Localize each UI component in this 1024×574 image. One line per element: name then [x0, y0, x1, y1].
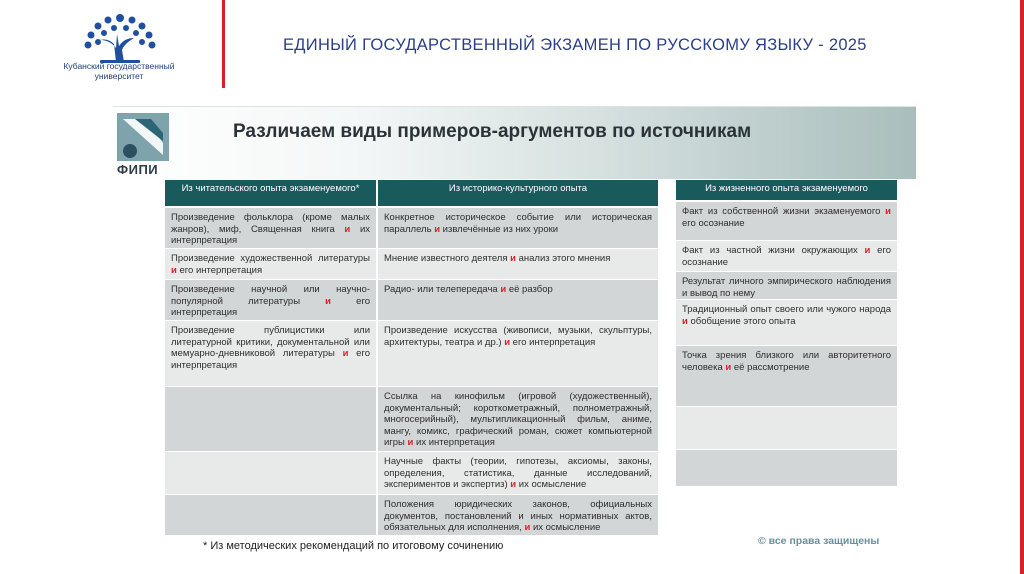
table-cell-empty [165, 387, 376, 451]
table-cell: Произведение художественной литературы и его интерпретация [165, 249, 376, 279]
table-cell: Положения юридических законов, официальных документов, постановлений и иных нормативных актов, обязательных для исполнения, и их осмысление [378, 495, 658, 535]
table-cell: Произведение научной или научно-популярной литературы и его интерпретация [165, 280, 376, 320]
table-cell: Ссылка на кинофильм (игровой (художественный), документальный; короткометражный, полнометражный, многосерийный), мультипликационный фильм, аниме, мангу, комикс, графический роман, сюжет компьютерной игры и их интерпретация [378, 387, 658, 451]
table-cell-empty [165, 452, 376, 494]
table-cell: Традиционный опыт своего или чужого народа и обобщение этого опыта [676, 300, 897, 345]
university-logo-tree-icon [70, 4, 170, 96]
table-cell: Факт из частной жизни окружающих и его осознание [676, 241, 897, 271]
university-name: Кубанский государственный университет [63, 61, 175, 81]
copyright-notice: © все права защищены [758, 535, 880, 547]
table-cell: Произведение искусства (живописи, музыки, скульптуры, архитектуры, театра и др.) и его интерпретация [378, 321, 658, 386]
table-cell: Конкретное историческое событие или историческая параллель и извлечённые из них уроки [378, 208, 658, 248]
table-cell-empty [676, 450, 897, 486]
table-cell: Результат личного эмпирического наблюдения и вывод по нему [676, 272, 897, 299]
table-cell-empty [165, 495, 376, 535]
table-cell-empty [676, 407, 897, 449]
slide-banner [113, 107, 916, 179]
table-cell: Произведение публицистики или литературной критики, документальной или мемуарно-дневниковой литературы и его интерпретация [165, 321, 376, 386]
table-cell: Точка зрения близкого или авторитетного человека и её рассмотрение [676, 346, 897, 406]
fipi-label: ФИПИ [117, 162, 159, 177]
page-title: ЕДИНЫЙ ГОСУДАРСТВЕННЫЙ ЭКЗАМЕН ПО РУССКОМУ ЯЗЫКУ - 2025 [283, 36, 867, 54]
table-cell: Произведение фольклора (кроме малых жанров), миф, Священная книга и их интерпретация [165, 208, 376, 248]
table-cell: Радио- или телепередача и её разбор [378, 280, 658, 320]
table-cell: Научные факты (теории, гипотезы, аксиомы, законы, определения, статистика, данные исследований, экспериментов и экспертиз) и их осмысление [378, 452, 658, 494]
column-header-life: Из жизненного опыта экзаменуемого [676, 180, 897, 200]
divider [222, 0, 225, 88]
column-header-history: Из историко-культурного опыта [378, 180, 658, 206]
slide-title: Различаем виды примеров-аргументов по источникам [233, 121, 752, 142]
footnote: * Из методических рекомендаций по итоговому сочинению [203, 540, 504, 552]
edge-stripe [1020, 0, 1024, 574]
slide [113, 106, 916, 558]
table-cell: Мнение известного деятеля и анализ этого мнения [378, 249, 658, 279]
column-header-reader: Из читательского опыта экзаменуемого* [165, 180, 376, 206]
table-cell: Факт из собственной жизни экзаменуемого и его осознание [676, 202, 897, 240]
